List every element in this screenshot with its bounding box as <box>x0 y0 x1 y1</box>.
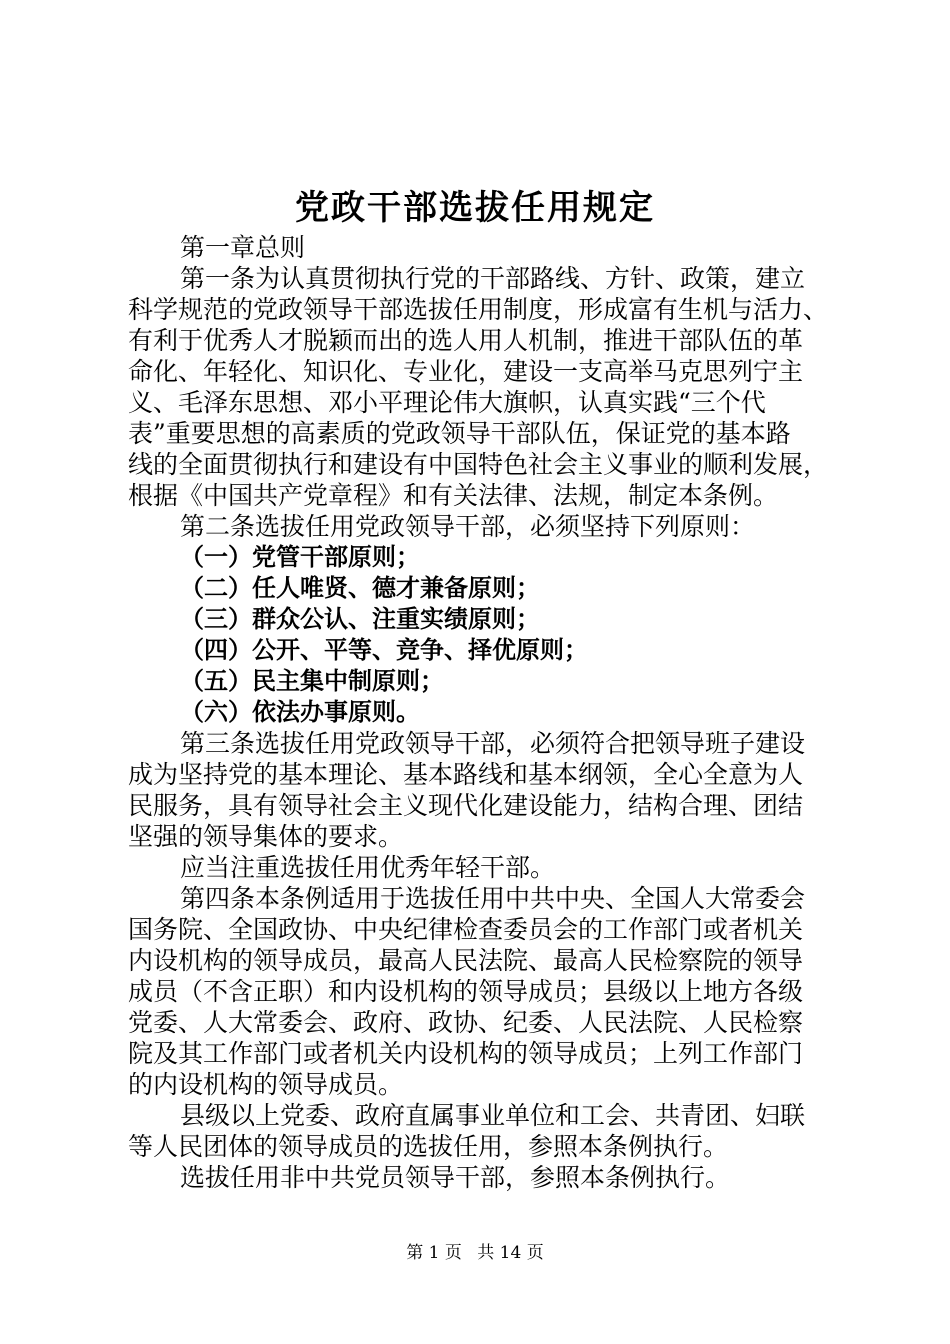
paragraph-line: 第一条为认真贯彻执行党的干部路线、方针、政策，建立 <box>180 264 806 293</box>
paragraph-line: 线的全面贯彻执行和建设有中国特色社会主义事业的顺利发展， <box>128 450 829 479</box>
paragraph-line: 成员（不含正职）和内设机构的领导成员；县级以上地方各级 <box>128 977 804 1006</box>
paragraph-line: 第二条选拔任用党政领导干部，必须坚持下列原则： <box>180 512 756 541</box>
paragraph-line: 有利于优秀人才脱颖而出的选人用人机制，推进干部队伍的革 <box>128 326 804 355</box>
paragraph-line: 党委、人大常委会、政府、政协、纪委、人民法院、人民检察 <box>128 1008 804 1037</box>
paragraph-line: 根据《中国共产党章程》和有关法律、法规，制定本条例。 <box>128 481 779 510</box>
paragraph-line: 科学规范的党政领导干部选拔任用制度，形成富有生机与活力、 <box>128 295 829 324</box>
paragraph-line: 第四条本条例适用于选拔任用中共中央、全国人大常委会 <box>180 884 806 913</box>
paragraph-line: 县级以上党委、政府直属事业单位和工会、共青团、妇联 <box>180 1101 806 1130</box>
paragraph-line: 第三条选拔任用党政领导干部，必须符合把领导班子建设 <box>180 729 806 758</box>
chapter-heading: 第一章总则 <box>180 233 306 262</box>
paragraph-line: 的内设机构的领导成员。 <box>128 1070 404 1099</box>
paragraph-line: 内设机构的领导成员，最高人民法院、最高人民检察院的领导 <box>128 946 804 975</box>
paragraph-line: 表”重要思想的高素质的党政领导干部队伍，保证党的基本路 <box>128 419 791 448</box>
paragraph-line: 命化、年轻化、知识化、专业化，建设一支高举马克思列宁主 <box>128 357 804 386</box>
paragraph-line: 国务院、全国政协、中央纪律检查委员会的工作部门或者机关 <box>128 915 804 944</box>
document-body <box>128 232 828 1193</box>
page-footer <box>0 1240 950 1266</box>
principle-item: （五）民主集中制原则； <box>180 667 444 695</box>
principle-item: （三）群众公认、注重实绩原则； <box>180 605 540 633</box>
principle-item: （四）公开、平等、竞争、择优原则； <box>180 636 588 664</box>
paragraph-line: 成为坚持党的基本理论、基本路线和基本纲领，全心全意为人 <box>128 760 804 789</box>
principle-item: （六）依法办事原则。 <box>180 698 420 726</box>
paragraph-line: 选拔任用非中共党员领导干部，参照本条例执行。 <box>180 1163 731 1192</box>
document-title: 党政干部选拔任用规定 <box>295 188 655 228</box>
page-total: 共 14 页 <box>477 1243 544 1263</box>
paragraph-line: 义、毛泽东思想、邓小平理论伟大旗帜，认真实践“三个代 <box>128 388 766 417</box>
principle-item: （二）任人唯贤、德才兼备原则； <box>180 574 540 602</box>
paragraph-line: 应当注重选拔任用优秀年轻干部。 <box>180 853 556 882</box>
paragraph-line: 坚强的领导集体的要求。 <box>128 822 404 851</box>
principle-item: （一）党管干部原则； <box>180 543 420 571</box>
paragraph-line: 等人民团体的领导成员的选拔任用，参照本条例执行。 <box>128 1132 729 1161</box>
page-number: 第 1 页 <box>406 1243 462 1263</box>
paragraph-line: 院及其工作部门或者机关内设机构的领导成员；上列工作部门 <box>128 1039 804 1068</box>
paragraph-line: 民服务，具有领导社会主义现代化建设能力，结构合理、团结 <box>128 791 804 820</box>
